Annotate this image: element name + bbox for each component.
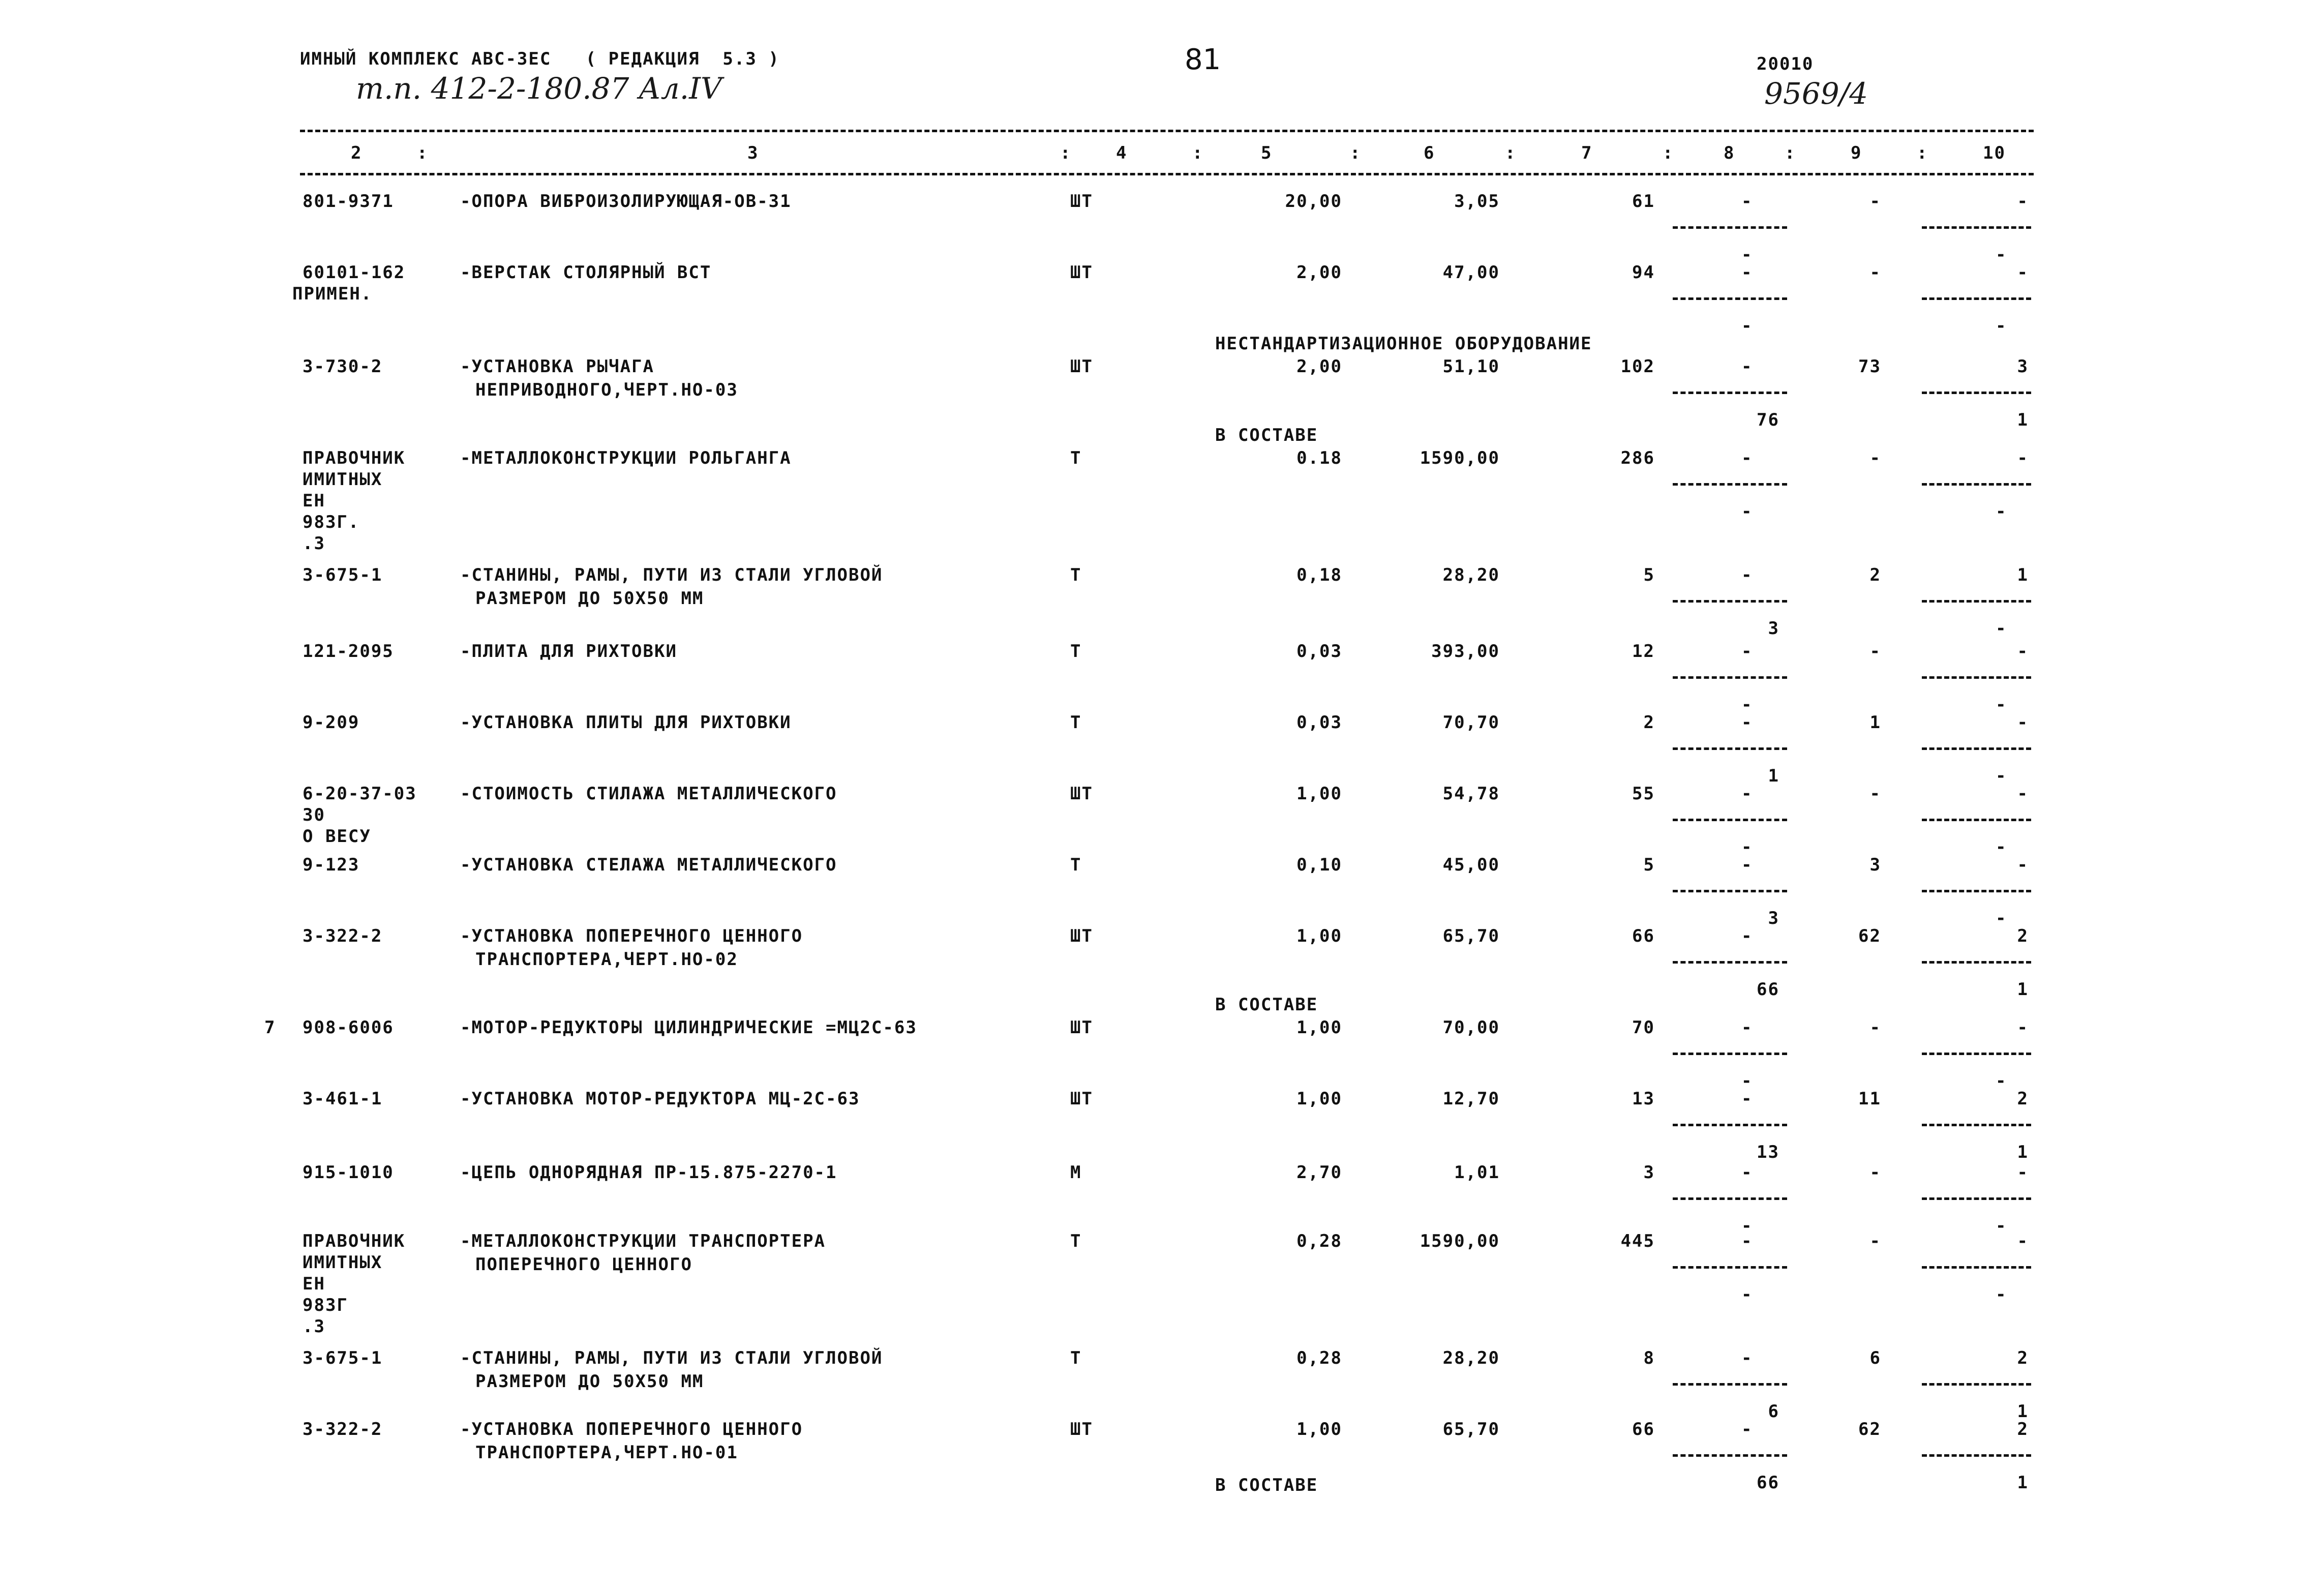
row-price: 28,20 xyxy=(1442,1348,1500,1368)
row-quantity: 1,00 xyxy=(1296,926,1342,946)
row-price: 3,05 xyxy=(1454,191,1500,212)
column-header-5: 5 xyxy=(1261,143,1273,163)
column-separator: : xyxy=(1192,143,1204,163)
row-price: 1590,00 xyxy=(1420,1231,1500,1251)
row-col8-sub: 6 xyxy=(1768,1401,1779,1422)
row-col10-sub-dash: - xyxy=(1996,837,2007,857)
row-col8-sub-dash: - xyxy=(1741,245,1753,265)
column-header-3: 3 xyxy=(747,143,759,163)
row-col8: - xyxy=(1741,1231,1753,1251)
row-unit: ШТ xyxy=(1070,1017,1093,1038)
row-quantity: 1,00 xyxy=(1296,784,1342,804)
row-col10-sub-dash: - xyxy=(1996,766,2007,786)
row-col8: - xyxy=(1741,262,1753,283)
row-code: 6-20-37-03 xyxy=(303,784,417,804)
col8-rule xyxy=(1673,226,1787,229)
column-header-8: 8 xyxy=(1724,143,1735,163)
row-unit: Т xyxy=(1070,565,1082,585)
col10-rule xyxy=(1922,747,2031,750)
col8-rule xyxy=(1673,1454,1787,1457)
row-name: -ПЛИТА ДЛЯ РИХТОВКИ xyxy=(460,641,677,662)
col8-rule xyxy=(1673,1053,1787,1055)
row-col8: - xyxy=(1741,356,1753,377)
row-col10-sub: 1 xyxy=(2017,979,2029,1000)
row-col10-sub-dash: - xyxy=(1996,316,2007,336)
row-code: 121-2095 xyxy=(303,641,394,662)
row-name: -ЦЕПЬ ОДНОРЯДНАЯ ПР-15.875-2270-1 xyxy=(460,1162,837,1183)
row-col8: - xyxy=(1741,926,1753,946)
row-col10: 3 xyxy=(2017,356,2029,377)
row-col10-sub-dash: - xyxy=(1996,501,2007,522)
col8-rule xyxy=(1673,297,1787,300)
col10-rule xyxy=(1922,600,2031,603)
row-code: 908-6006 xyxy=(303,1017,394,1038)
row-col9: 73 xyxy=(1858,356,1881,377)
row-col8-sub-dash: - xyxy=(1741,1216,1753,1236)
row-price: 65,70 xyxy=(1442,926,1500,946)
row-col8: - xyxy=(1741,712,1753,733)
col8-rule xyxy=(1673,600,1787,603)
col8-rule xyxy=(1673,1266,1787,1269)
row-price: 393,00 xyxy=(1431,641,1500,662)
row-col10-sub: 1 xyxy=(2017,1473,2029,1493)
row-col9: - xyxy=(1869,641,1881,662)
row-col10-sub-dash: - xyxy=(1996,618,2007,639)
row-col9: - xyxy=(1869,1017,1881,1038)
column-header-7: 7 xyxy=(1581,143,1593,163)
column-separator: : xyxy=(1785,143,1796,163)
col8-rule xyxy=(1673,1124,1787,1126)
row-col8: - xyxy=(1741,565,1753,585)
row-code-extra: О ВЕСУ xyxy=(303,826,371,847)
row-price: 70,00 xyxy=(1442,1017,1500,1038)
row-price: 1,01 xyxy=(1454,1162,1500,1183)
row-col8-sub: 3 xyxy=(1768,908,1779,928)
row-col8: - xyxy=(1741,191,1753,212)
row-col10: 2 xyxy=(2017,926,2029,946)
row-total: 3 xyxy=(1643,1162,1655,1183)
row-col8: - xyxy=(1741,641,1753,662)
row-col9: - xyxy=(1869,784,1881,804)
col10-rule xyxy=(1922,392,2031,394)
row-col10: - xyxy=(2017,1231,2029,1251)
col10-rule xyxy=(1922,1124,2031,1126)
col10-rule xyxy=(1922,961,2031,964)
row-code-extra: ИМИТНЫХ xyxy=(303,1252,383,1273)
row-code: 60101-162 xyxy=(303,262,406,283)
row-col9: - xyxy=(1869,448,1881,468)
row-code-extra: 983Г xyxy=(303,1295,348,1315)
row-col8-sub: 3 xyxy=(1768,618,1779,639)
column-separator: : xyxy=(417,143,429,163)
row-price: 45,00 xyxy=(1442,855,1500,875)
row-quantity: 2,00 xyxy=(1296,262,1342,283)
col10-rule xyxy=(1922,226,2031,229)
row-unit: Т xyxy=(1070,448,1082,468)
row-col8-sub-dash: - xyxy=(1741,1284,1753,1305)
col8-rule xyxy=(1673,890,1787,892)
section-note: НЕСТАНДАРТИЗАЦИОННОЕ ОБОРУДОВАНИЕ xyxy=(1215,334,1592,354)
project-reference: т.п. 412-2-180.87 Ал.IV xyxy=(356,71,722,106)
row-name: -УСТАНОВКА МОТОР-РЕДУКТОРА МЦ-2С-63 xyxy=(460,1089,860,1109)
col8-rule xyxy=(1673,483,1787,486)
row-code: 3-461-1 xyxy=(303,1089,383,1109)
row-name: -СТАНИНЫ, РАМЫ, ПУТИ ИЗ СТАЛИ УГЛОВОЙ xyxy=(460,1348,883,1368)
row-price: 70,70 xyxy=(1442,712,1500,733)
row-unit: ШТ xyxy=(1070,784,1093,804)
row-price: 12,70 xyxy=(1442,1089,1500,1109)
row-quantity: 2,00 xyxy=(1296,356,1342,377)
col10-rule xyxy=(1922,1454,2031,1457)
row-col10-sub: 1 xyxy=(2017,1401,2029,1422)
row-col8-sub-dash: - xyxy=(1741,1071,1753,1091)
col8-rule xyxy=(1673,747,1787,750)
row-code: 3-675-1 xyxy=(303,1348,383,1368)
row-code-extra: ИМИТНЫХ xyxy=(303,469,383,490)
section-note: В СОСТАВЕ xyxy=(1215,995,1318,1015)
row-unit: ШТ xyxy=(1070,262,1093,283)
row-code: 9-209 xyxy=(303,712,360,733)
row-name: -СТОИМОСТЬ СТИЛАЖА МЕТАЛЛИЧЕСКОГО xyxy=(460,784,837,804)
row-col10-sub-dash: - xyxy=(1996,245,2007,265)
row-total: 8 xyxy=(1643,1348,1655,1368)
row-quantity: 1,00 xyxy=(1296,1419,1342,1439)
row-col10: - xyxy=(2017,1017,2029,1038)
row-col9: 2 xyxy=(1869,565,1881,585)
row-col8: - xyxy=(1741,855,1753,875)
row-total: 102 xyxy=(1620,356,1655,377)
row-code: ПРАВОЧНИК xyxy=(303,1231,406,1251)
row-unit: ШТ xyxy=(1070,1419,1093,1439)
row-col10: 2 xyxy=(2017,1419,2029,1439)
col10-rule xyxy=(1922,676,2031,679)
row-unit: Т xyxy=(1070,641,1082,662)
column-separator: : xyxy=(1505,143,1517,163)
page-number: 81 xyxy=(1185,43,1221,76)
row-unit: М xyxy=(1070,1162,1082,1183)
row-col8-sub-dash: - xyxy=(1741,837,1753,857)
row-unit: ШТ xyxy=(1070,1089,1093,1109)
row-code-extra: 983Г. xyxy=(303,512,360,532)
row-name: -УСТАНОВКА ПОПЕРЕЧНОГО ЦЕННОГО xyxy=(460,926,803,946)
row-unit: ШТ xyxy=(1070,191,1093,212)
row-name: -ОПОРА ВИБРОИЗОЛИРУЮЩАЯ-ОВ-31 xyxy=(460,191,792,212)
row-price: 54,78 xyxy=(1442,784,1500,804)
row-code: 915-1010 xyxy=(303,1162,394,1183)
row-code: 3-322-2 xyxy=(303,926,383,946)
row-col8: - xyxy=(1741,1348,1753,1368)
row-code: 801-9371 xyxy=(303,191,394,212)
header-top-rule xyxy=(300,130,2034,132)
row-name: -МЕТАЛЛОКОНСТРУКЦИИ ТРАНСПОРТЕРА xyxy=(460,1231,826,1251)
row-col8-sub: 66 xyxy=(1757,1473,1779,1493)
row-col10-sub-dash: - xyxy=(1996,695,2007,715)
row-total: 94 xyxy=(1632,262,1655,283)
section-note: В СОСТАВЕ xyxy=(1215,425,1318,445)
row-total: 2 xyxy=(1643,712,1655,733)
column-header-9: 9 xyxy=(1851,143,1862,163)
column-header-6: 6 xyxy=(1424,143,1435,163)
row-name: РАЗМЕРОМ ДО 50Х50 ММ xyxy=(475,588,704,609)
row-unit: ШТ xyxy=(1070,926,1093,946)
row-col8-sub: 66 xyxy=(1757,979,1779,1000)
row-col8: - xyxy=(1741,784,1753,804)
row-total: 66 xyxy=(1632,1419,1655,1439)
row-price: 65,70 xyxy=(1442,1419,1500,1439)
col8-rule xyxy=(1673,819,1787,821)
row-unit: Т xyxy=(1070,712,1082,733)
row-price: 1590,00 xyxy=(1420,448,1500,468)
row-quantity: 20,00 xyxy=(1285,191,1342,212)
row-col9: - xyxy=(1869,1162,1881,1183)
row-col8-sub: 13 xyxy=(1757,1142,1779,1162)
col8-rule xyxy=(1673,961,1787,964)
row-col9: - xyxy=(1869,191,1881,212)
row-col10: - xyxy=(2017,262,2029,283)
row-col10: - xyxy=(2017,855,2029,875)
row-col10: 2 xyxy=(2017,1089,2029,1109)
row-quantity: 1,00 xyxy=(1296,1017,1342,1038)
row-name: -МОТОР-РЕДУКТОРЫ ЦИЛИНДРИЧЕСКИЕ =МЦ2С-63 xyxy=(460,1017,917,1038)
row-name: РАЗМЕРОМ ДО 50Х50 ММ xyxy=(475,1371,704,1392)
program-title: ИМНЫЙ КОМПЛЕКС АВС-ЗЕС ( РЕДАКЦИЯ 5.3 ) xyxy=(300,49,780,69)
row-quantity: 0,28 xyxy=(1296,1231,1342,1251)
row-total: 55 xyxy=(1632,784,1655,804)
row-col9: 62 xyxy=(1858,926,1881,946)
row-name: -УСТАНОВКА ПОПЕРЕЧНОГО ЦЕННОГО xyxy=(460,1419,803,1439)
row-total: 5 xyxy=(1643,565,1655,585)
row-code-extra: ЕН xyxy=(303,491,325,511)
col10-rule xyxy=(1922,483,2031,486)
row-total: 13 xyxy=(1632,1089,1655,1109)
row-code-extra: ЕН xyxy=(303,1274,325,1294)
row-name: НЕПРИВОДНОГО,ЧЕРТ.НО-03 xyxy=(475,380,738,400)
row-price: 47,00 xyxy=(1442,262,1500,283)
row-name: -СТАНИНЫ, РАМЫ, ПУТИ ИЗ СТАЛИ УГЛОВОЙ xyxy=(460,565,883,585)
row-col10: - xyxy=(2017,191,2029,212)
col10-rule xyxy=(1922,1197,2031,1200)
row-total: 61 xyxy=(1632,191,1655,212)
row-col8-sub: 1 xyxy=(1768,766,1779,786)
row-col9: 6 xyxy=(1869,1348,1881,1368)
row-name: -ВЕРСТАК СТОЛЯРНЫЙ ВСТ xyxy=(460,262,712,283)
row-col9: 1 xyxy=(1869,712,1881,733)
row-name: ПОПЕРЕЧНОГО ЦЕННОГО xyxy=(475,1254,692,1275)
row-col10: 1 xyxy=(2017,565,2029,585)
row-col9: - xyxy=(1869,1231,1881,1251)
row-unit: Т xyxy=(1070,855,1082,875)
row-total: 70 xyxy=(1632,1017,1655,1038)
col10-rule xyxy=(1922,1383,2031,1386)
row-col8-sub: 76 xyxy=(1757,410,1779,430)
col8-rule xyxy=(1673,1197,1787,1200)
column-separator: : xyxy=(1350,143,1362,163)
col10-rule xyxy=(1922,297,2031,300)
row-col8-sub-dash: - xyxy=(1741,501,1753,522)
row-quantity: 0,28 xyxy=(1296,1348,1342,1368)
row-quantity: 0,10 xyxy=(1296,855,1342,875)
row-quantity: 2,70 xyxy=(1296,1162,1342,1183)
column-header-4: 4 xyxy=(1116,143,1128,163)
row-quantity: 0,18 xyxy=(1296,565,1342,585)
row-total: 66 xyxy=(1632,926,1655,946)
header-bottom-rule xyxy=(300,173,2034,175)
column-separator: : xyxy=(1060,143,1072,163)
row-col9: 11 xyxy=(1858,1089,1881,1109)
row-total: 5 xyxy=(1643,855,1655,875)
doc-code: 20010 xyxy=(1757,54,1814,74)
row-code: 3-322-2 xyxy=(303,1419,383,1439)
row-code: 3-730-2 xyxy=(303,356,383,377)
row-code: ПРАВОЧНИК xyxy=(303,448,406,468)
row-col8: - xyxy=(1741,1017,1753,1038)
row-col10-sub: 1 xyxy=(2017,1142,2029,1162)
col8-rule xyxy=(1673,392,1787,394)
row-col8: - xyxy=(1741,448,1753,468)
row-unit: Т xyxy=(1070,1231,1082,1251)
row-col10: 2 xyxy=(2017,1348,2029,1368)
column-header-2: 2 xyxy=(351,143,363,163)
row-col9: 62 xyxy=(1858,1419,1881,1439)
row-col8-sub-dash: - xyxy=(1741,695,1753,715)
row-unit: ШТ xyxy=(1070,356,1093,377)
column-separator: : xyxy=(1917,143,1928,163)
row-price: 28,20 xyxy=(1442,565,1500,585)
column-header-10: 10 xyxy=(1983,143,2006,163)
row-col9: 3 xyxy=(1869,855,1881,875)
row-col8: - xyxy=(1741,1419,1753,1439)
row-quantity: 1,00 xyxy=(1296,1089,1342,1109)
row-col8-sub-dash: - xyxy=(1741,316,1753,336)
row-col10-sub-dash: - xyxy=(1996,1216,2007,1236)
row-col10-sub: 1 xyxy=(2017,410,2029,430)
row-mark: 7 xyxy=(264,1017,276,1038)
row-col10-sub-dash: - xyxy=(1996,1284,2007,1305)
row-col10-sub-dash: - xyxy=(1996,1071,2007,1091)
row-col10: - xyxy=(2017,784,2029,804)
row-col10-sub-dash: - xyxy=(1996,908,2007,928)
column-separator: : xyxy=(1663,143,1674,163)
footer-note: В СОСТАВЕ xyxy=(1215,1475,1318,1495)
row-col10: - xyxy=(2017,712,2029,733)
row-col9: - xyxy=(1869,262,1881,283)
row-name: ТРАНСПОРТЕРА,ЧЕРТ.НО-02 xyxy=(475,949,738,970)
row-total: 445 xyxy=(1620,1231,1655,1251)
row-quantity: 0,03 xyxy=(1296,712,1342,733)
row-quantity: 0,03 xyxy=(1296,641,1342,662)
row-col8: - xyxy=(1741,1089,1753,1109)
row-code-note: ПРИМЕН. xyxy=(292,284,373,304)
row-quantity: 0.18 xyxy=(1296,448,1342,468)
col10-rule xyxy=(1922,890,2031,892)
sheet-number: 9569/4 xyxy=(1764,76,1868,111)
row-name: -УСТАНОВКА СТЕЛАЖА МЕТАЛЛИЧЕСКОГО xyxy=(460,855,837,875)
row-code-extra: 30 xyxy=(303,805,325,825)
row-code-extra: .3 xyxy=(303,1316,325,1337)
row-col8: - xyxy=(1741,1162,1753,1183)
row-name: -МЕТАЛЛОКОНСТРУКЦИИ РОЛЬГАНГА xyxy=(460,448,792,468)
row-code: 9-123 xyxy=(303,855,360,875)
row-total: 12 xyxy=(1632,641,1655,662)
row-code: 3-675-1 xyxy=(303,565,383,585)
col10-rule xyxy=(1922,1053,2031,1055)
row-col10: - xyxy=(2017,1162,2029,1183)
row-price: 51,10 xyxy=(1442,356,1500,377)
row-col10: - xyxy=(2017,448,2029,468)
row-unit: Т xyxy=(1070,1348,1082,1368)
row-code-extra: .3 xyxy=(303,533,325,554)
row-name: -УСТАНОВКА ПЛИТЫ ДЛЯ РИХТОВКИ xyxy=(460,712,792,733)
col10-rule xyxy=(1922,819,2031,821)
col10-rule xyxy=(1922,1266,2031,1269)
row-name: -УСТАНОВКА РЫЧАГА xyxy=(460,356,654,377)
row-col10: - xyxy=(2017,641,2029,662)
col8-rule xyxy=(1673,676,1787,679)
col8-rule xyxy=(1673,1383,1787,1386)
row-name: ТРАНСПОРТЕРА,ЧЕРТ.НО-01 xyxy=(475,1443,738,1463)
row-total: 286 xyxy=(1620,448,1655,468)
